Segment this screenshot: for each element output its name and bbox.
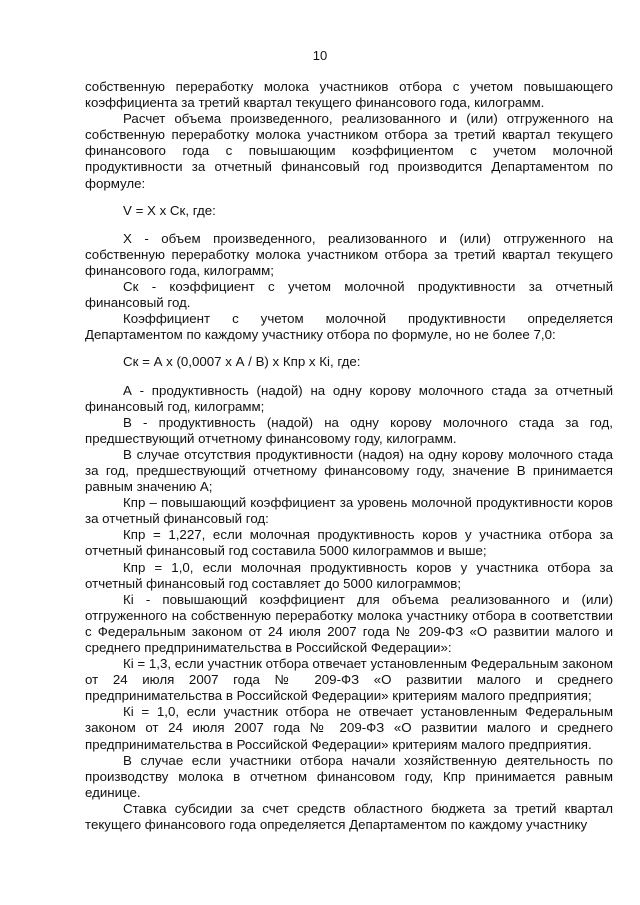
paragraph: Кпр = 1,0, если молочная продуктивность коров у участника отбора за отчетный финансовый год составляет до 5000 килограммов;	[85, 559, 613, 591]
paragraph: Кпр – повышающий коэффициент за уровень молочной продуктивности коров за отчетный финансовый год:	[85, 495, 613, 527]
paragraph: X - объем произведенного, реализованного и (или) отгруженного на собственную переработку молока участником отбора за третий квартал текущего финансового года, килограмм;	[85, 230, 613, 278]
page-number: 10	[312, 48, 328, 63]
formula: V = X x Ск, где:	[123, 202, 216, 218]
paragraph: Ставка субсидии за счет средств областного бюджета за третий квартал текущего финансового года определяется Департаментом по каждому участнику	[85, 800, 613, 833]
paragraph: Кі = 1,3, если участник отбора отвечает установленным Федеральным законом от 24 июля 2007 года № 209-ФЗ «О развитии малого и среднего предпринимательства в Российской Федерации» критериям малого предприятия;	[85, 656, 613, 704]
paragraph: Расчет объема произведенного, реализованного и (или) отгруженного на собственную переработку молока участником отбора за третий квартал текущего финансового года с повышающим коэффициентом с учетом молочной продуктивности за отчетный финансовый год производится Департаментом по формуле:	[85, 111, 613, 191]
formula: Ск = А x (0,0007 x А / В) x Кпр x Кі, где:	[123, 354, 361, 370]
paragraph: Ск - коэффициент с учетом молочной продуктивности за отчетный финансовый год.	[85, 279, 613, 311]
paragraph: В - продуктивность (надой) на одну корову молочного стада за год, предшествующий отчетному финансовому году, килограмм.	[85, 414, 613, 446]
paragraph: Кі = 1,0, если участник отбора не отвечает установленным Федеральным законом от 24 июля 2007 года № 209-ФЗ «О развитии малого и среднего предпринимательства в Российской Федерации» критериям малого предприятия.	[85, 704, 613, 752]
paragraph: Коэффициент с учетом молочной продуктивности определяется Департаментом по каждому участнику отбора по формуле, но не более 7,0:	[85, 311, 613, 343]
paragraph: В случае отсутствия продуктивности (надоя) на одну корову молочного стада за год, предшествующий отчетному финансовому году, значение В принимается равным значению А;	[85, 446, 613, 495]
paragraph: собственную переработку молока участников отбора с учетом повышающего коэффициента за третий квартал текущего финансового года, килограмм.	[85, 79, 613, 111]
paragraph: Кпр = 1,227, если молочная продуктивность коров у участника отбора за отчетный финансовый год составила 5000 килограммов и выше;	[85, 527, 613, 559]
paragraph: В случае если участники отбора начали хозяйственную деятельность по производству молока в отчетном финансовом году, Кпр принимается равным единице.	[85, 752, 613, 800]
document-body	[85, 79, 613, 833]
paragraph: Кі - повышающий коэффициент для объема реализованного и (или) отгруженного на собственную переработку молока участнику отбора в соответствии с Федеральным законом от 24 июля 2007 года № 209-ФЗ «О развитии малого и среднего предпринимательства в Российской Федерации»:	[85, 591, 613, 655]
paragraph: А - продуктивность (надой) на одну корову молочного стада за отчетный финансовый год, килограмм;	[85, 382, 613, 414]
